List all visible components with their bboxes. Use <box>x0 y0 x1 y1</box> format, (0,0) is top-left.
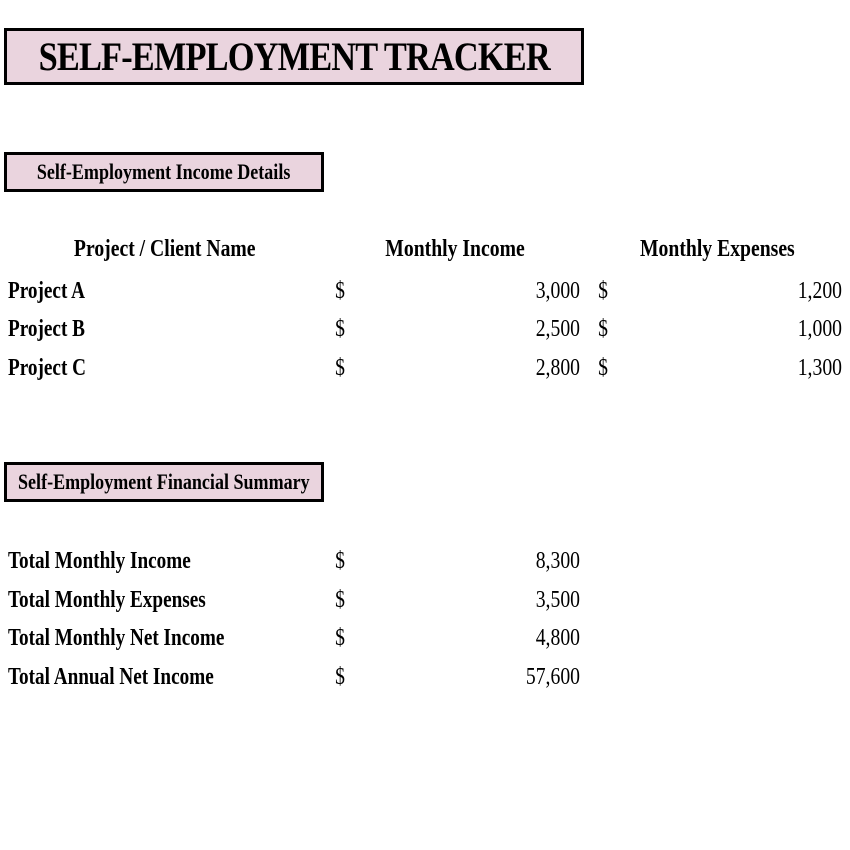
monthly-income-value: 2,800 <box>535 355 580 381</box>
summary-currency-symbol: $ <box>335 625 345 651</box>
income-row <box>0 349 850 387</box>
page-title: SELF-EMPLOYMENT TRACKER <box>38 34 550 79</box>
monthly-expenses-value: 1,000 <box>797 316 842 342</box>
summary-section-heading: Self-Employment Financial Summary <box>18 469 310 494</box>
summary-section-header <box>4 462 324 502</box>
expenses-currency-symbol: $ <box>598 316 608 342</box>
income-currency-symbol: $ <box>335 278 345 304</box>
tracker-title-box <box>4 28 584 85</box>
summary-label: Total Monthly Net Income <box>8 625 225 651</box>
monthly-expenses-value: 1,200 <box>797 278 842 304</box>
income-row <box>0 310 850 348</box>
summary-value: 57,600 <box>525 664 580 690</box>
income-section-header <box>4 152 324 192</box>
monthly-expenses-value: 1,300 <box>797 355 842 381</box>
summary-currency-symbol: $ <box>335 664 345 690</box>
project-name: Project B <box>8 316 85 342</box>
monthly-income-value: 3,000 <box>535 278 580 304</box>
monthly-income-value: 2,500 <box>535 316 580 342</box>
column-header-monthly-income: Monthly Income <box>385 236 525 262</box>
summary-row <box>0 581 850 619</box>
income-row <box>0 272 850 310</box>
summary-row <box>0 619 850 657</box>
expenses-currency-symbol: $ <box>598 278 608 304</box>
summary-value: 3,500 <box>535 587 580 613</box>
summary-currency-symbol: $ <box>335 587 345 613</box>
summary-row <box>0 658 850 696</box>
summary-value: 4,800 <box>535 625 580 651</box>
summary-value: 8,300 <box>535 548 580 574</box>
summary-row <box>0 542 850 580</box>
summary-label: Total Monthly Expenses <box>8 587 206 613</box>
project-name: Project C <box>8 355 86 381</box>
summary-label: Total Monthly Income <box>8 548 191 574</box>
income-section-heading: Self-Employment Income Details <box>37 159 291 184</box>
column-header-project: Project / Client Name <box>74 236 256 262</box>
project-name: Project A <box>8 278 85 304</box>
column-header-monthly-expenses: Monthly Expenses <box>640 236 795 262</box>
income-currency-symbol: $ <box>335 316 345 342</box>
expenses-currency-symbol: $ <box>598 355 608 381</box>
income-currency-symbol: $ <box>335 355 345 381</box>
summary-label: Total Annual Net Income <box>8 664 214 690</box>
summary-currency-symbol: $ <box>335 548 345 574</box>
